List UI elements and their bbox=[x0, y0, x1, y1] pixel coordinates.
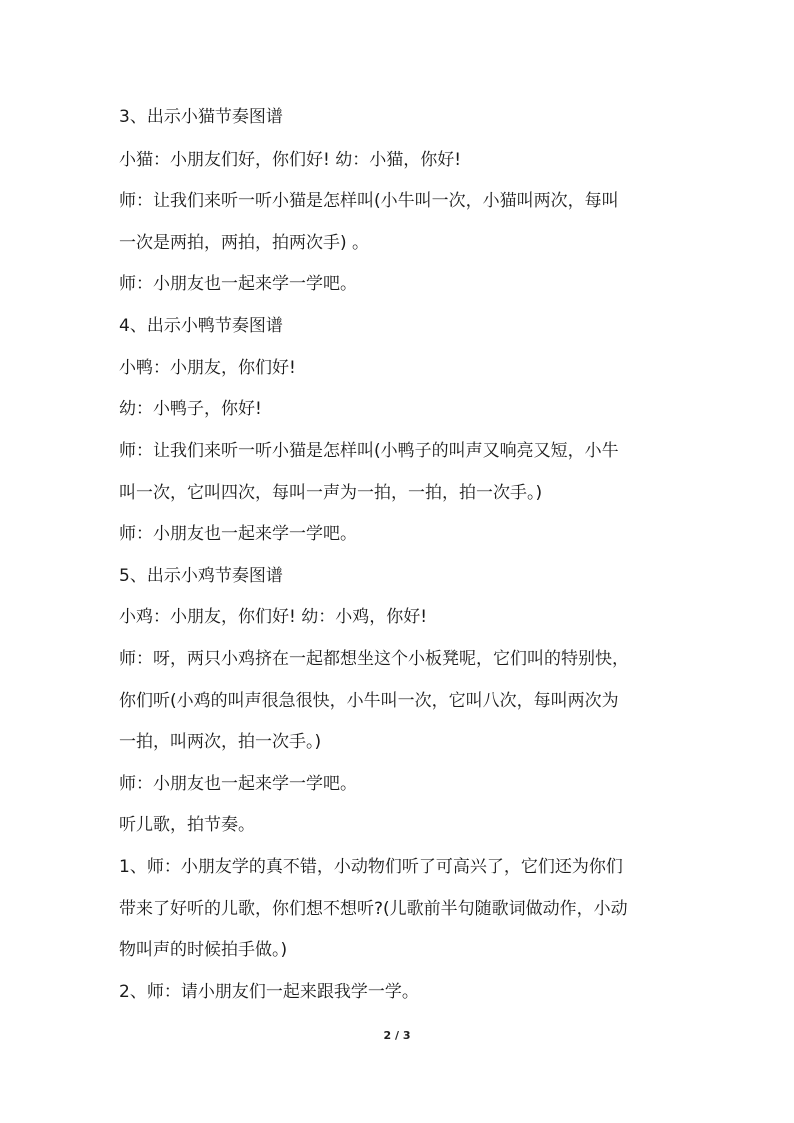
text-line: 小鸭：小朋友，你们好! bbox=[119, 358, 296, 378]
text-line: 幼：小鸭子，你好! bbox=[119, 399, 262, 419]
text-line: 一次是两拍，两拍，拍两次手) 。 bbox=[119, 233, 370, 253]
section-heading-5: 5、出示小鸡节奏图谱 bbox=[119, 566, 283, 586]
text-line: 物叫声的时候拍手做。) bbox=[119, 940, 288, 960]
text-line: 师：呀，两只小鸡挤在一起都想坐这个小板凳呢，它们叫的特别快， bbox=[119, 649, 629, 669]
text-line: 小鸡：小朋友，你们好! 幼：小鸡，你好! bbox=[119, 607, 428, 627]
section-heading-3: 3、出示小猫节奏图谱 bbox=[119, 107, 283, 127]
text-line: 叫一次，它叫四次，每叫一声为一拍，一拍，拍一次手。) bbox=[119, 483, 543, 503]
text-line: 听儿歌，拍节奏。 bbox=[119, 815, 255, 835]
text-line: 师：小朋友也一起来学一学吧。 bbox=[119, 274, 357, 294]
section-heading-4: 4、出示小鸭节奏图谱 bbox=[119, 316, 283, 336]
text-line: 1、师：小朋友学的真不错，小动物们听了可高兴了，它们还为你们 bbox=[119, 857, 623, 877]
text-line: 你们听(小鸡的叫声很急很快，小牛叫一次，它叫八次，每叫两次为 bbox=[119, 691, 619, 711]
text-line: 带来了好听的儿歌，你们想不想听?(儿歌前半句随歌词做动作，小动 bbox=[119, 899, 628, 919]
text-line: 师：小朋友也一起来学一学吧。 bbox=[119, 524, 357, 544]
text-line: 师：小朋友也一起来学一学吧。 bbox=[119, 774, 357, 794]
text-line: 小猫：小朋友们好，你们好! 幼：小猫，你好! bbox=[119, 150, 462, 170]
page-number: 2 / 3 bbox=[383, 1029, 411, 1042]
text-line: 2、师：请小朋友们一起来跟我学一学。 bbox=[119, 982, 419, 1002]
text-line: 师：让我们来听一听小猫是怎样叫(小牛叫一次，小猫叫两次，每叫 bbox=[119, 191, 619, 211]
text-line: 师：让我们来听一听小猫是怎样叫(小鸭子的叫声又响亮又短，小牛 bbox=[119, 441, 619, 461]
text-line: 一拍，叫两次，拍一次手。) bbox=[119, 732, 322, 752]
